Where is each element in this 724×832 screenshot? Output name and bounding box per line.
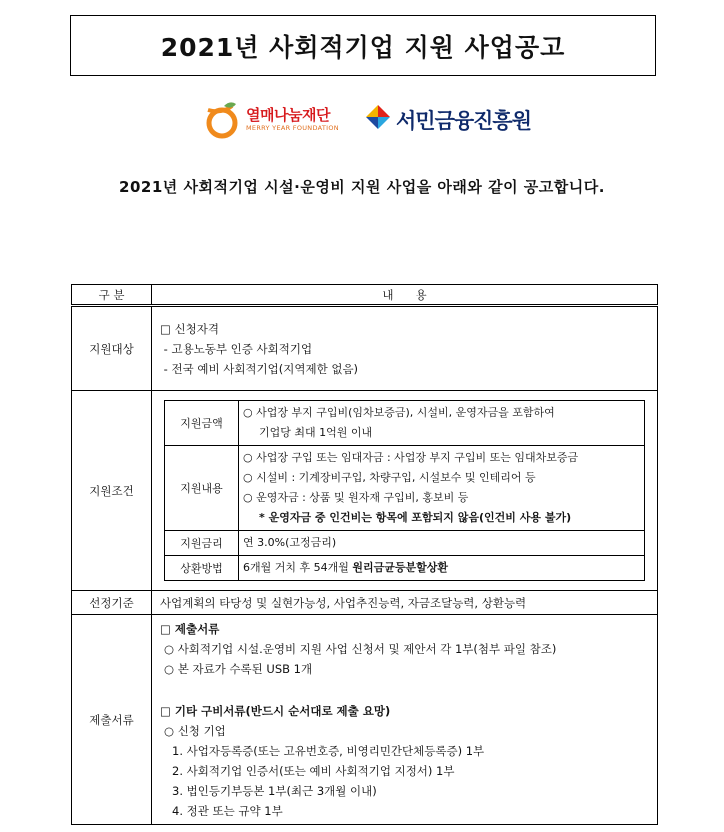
row-criteria <box>72 591 658 615</box>
page-title: 2021년 사회적기업 지원 사업공고 <box>160 32 566 62</box>
merry-logo-subtext: MERRY YEAR FOUNDATION <box>246 124 339 132</box>
criteria-value: 사업계획의 타당성 및 실현가능성, 사업추진능력, 자금조달능력, 상환능력 <box>160 595 527 610</box>
label-criteria: 선정기준 <box>72 591 152 615</box>
title-box <box>70 15 656 76</box>
label-target: 지원대상 <box>72 306 152 391</box>
label-amount: 지원금액 <box>165 401 239 446</box>
documents-line: ○ 본 자료가 수록된 USB 1개 <box>164 661 313 676</box>
repay-method: 원리금균등분할상환 <box>352 561 449 574</box>
label-content: 지원내용 <box>165 446 239 531</box>
merry-logo-text: 열매나눔재단 <box>246 106 330 124</box>
kinfa-emblem-icon <box>364 103 392 137</box>
content-line: ○ 운영자금 : 상품 및 원자재 구입비, 홍보비 등 <box>243 491 469 504</box>
fruit-icon <box>202 100 242 140</box>
intro-text: 2021년 사회적기업 시설·운영비 지원 사업을 아래와 같이 공고합니다. <box>119 178 605 196</box>
row-conditions <box>72 391 658 591</box>
announcement-table <box>71 284 658 825</box>
label-repay: 상환방법 <box>165 556 239 581</box>
extra-documents-title: □ 기타 구비서류(반드시 순서대로 제출 요망) <box>160 703 391 718</box>
repay-value: 6개월 거치 후 54개월 <box>243 561 353 574</box>
table-header-row <box>72 285 658 306</box>
row-target <box>72 306 658 391</box>
content-note: * 운영자금 중 인건비는 항목에 포함되지 않음(인건비 사용 불가) <box>259 511 572 524</box>
extra-document-item: 3. 법인등기부등본 1부(최근 3개월 이내) <box>172 783 377 798</box>
target-line: - 전국 예비 사회적기업(지역제한 없음) <box>160 361 359 376</box>
row-amount <box>165 401 645 446</box>
amount-line: 기업당 최대 1억원 이내 <box>259 426 373 439</box>
extra-document-item: 2. 사회적기업 인증서(또는 예비 사회적기업 지정서) 1부 <box>172 763 455 778</box>
applicant-subtitle: ○ 신청 기업 <box>164 723 226 738</box>
documents-line: ○ 사회적기업 시설.운영비 지원 사업 신청서 및 제안서 각 1부(첨부 파일 참조) <box>164 641 557 656</box>
amount-line: ○ 사업장 부지 구입비(임차보증금), 시설비, 운영자금을 포함하여 <box>243 406 555 419</box>
label-conditions: 지원조건 <box>72 391 152 591</box>
logo-bar <box>0 98 724 142</box>
kinfa-logo <box>364 100 531 140</box>
merry-year-logo <box>202 98 339 142</box>
target-line: □ 신청자격 <box>160 321 219 336</box>
content-line: ○ 시설비 : 기계장비구입, 차량구입, 시설보수 및 인테리어 등 <box>243 471 536 484</box>
header-content: 내 용 <box>152 285 658 306</box>
kinfa-logo-text: 서민금융진흥원 <box>396 109 532 133</box>
documents-section-title: □ 제출서류 <box>160 621 220 636</box>
extra-document-item: 1. 사업자등록증(또는 고유번호증, 비영리민간단체등록증) 1부 <box>172 743 485 758</box>
row-repay <box>165 556 645 581</box>
label-rate: 지원금리 <box>165 531 239 556</box>
row-rate <box>165 531 645 556</box>
label-documents: 제출서류 <box>72 615 152 825</box>
rate-value: 연 3.0%(고정금리) <box>239 531 645 556</box>
target-line: - 고용노동부 인증 사회적기업 <box>160 341 313 356</box>
extra-document-item: 4. 정관 또는 규약 1부 <box>172 803 283 818</box>
row-content <box>165 446 645 531</box>
row-documents <box>72 615 658 825</box>
content-line: ○ 사업장 구입 또는 임대자금 : 사업장 부지 구입비 또는 임대차보증금 <box>243 451 579 464</box>
conditions-table <box>164 400 645 581</box>
header-category: 구 분 <box>72 285 152 306</box>
